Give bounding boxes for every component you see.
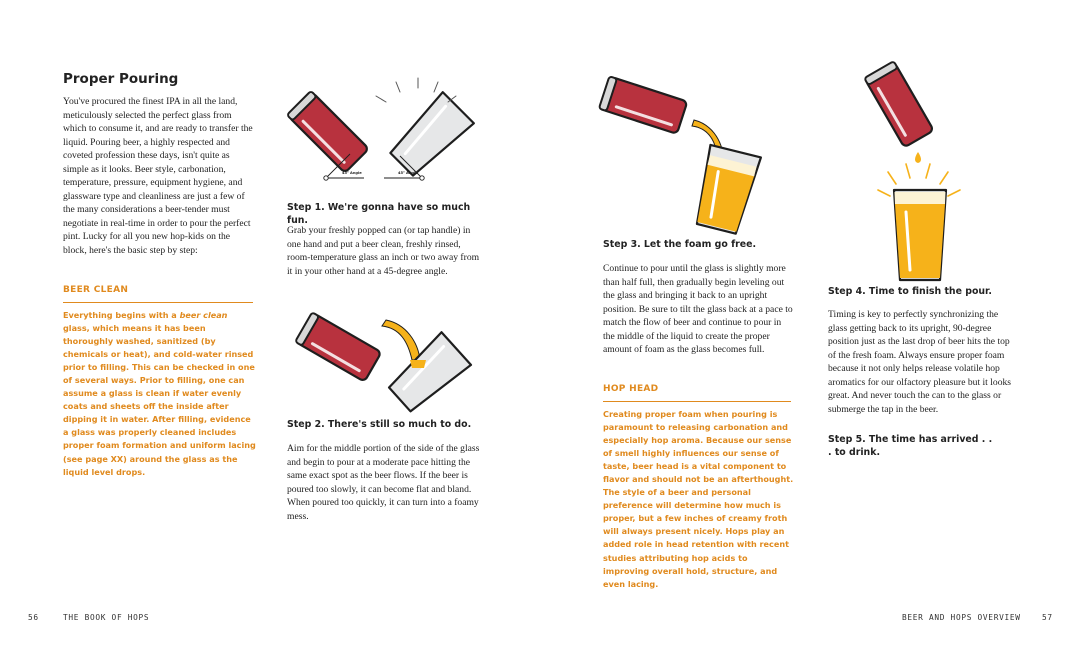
step3-heading: Step 3. Let the foam go free. <box>603 239 757 250</box>
step1-illustration <box>280 74 480 194</box>
angle-label-glass: 45° Angle <box>398 171 418 175</box>
beer-splash-icon <box>410 360 426 368</box>
step2-heading: Step 2. There's still so much to do. <box>287 419 472 430</box>
sidebar-rule <box>63 302 253 303</box>
can-icon <box>599 76 687 134</box>
step3-illustration <box>600 68 770 233</box>
beer-stream-icon <box>382 320 420 360</box>
page-number-right: 57 <box>1042 613 1053 622</box>
can-icon <box>287 91 369 173</box>
glass-icon <box>386 92 474 180</box>
step4-illustration <box>858 64 998 279</box>
glass-icon <box>894 190 946 280</box>
glass-icon <box>385 332 471 416</box>
intro-paragraph: You've procured the finest IPA in all the land, meticulously selected the perfect glass from which to consume it, and are ready to transfer the liquid. Pouring beer, a highly respected and coveted profession these days, isn't quite as simple as it looks. Beer style, carbonation, temperature, pressure, equipment hygiene, and glassware type and cleanliness are just a few of the many considerations a beer-tender must negotiate in real-time in order to pour the perfect pint. Lucky for all you new hop-kids on the block, here's the basic step by step: <box>63 96 253 257</box>
step1-heading: Step 1. We're gonna have so much fun. <box>287 202 471 226</box>
step4-heading: Step 4. Time to finish the pour. <box>828 286 992 297</box>
step2-body: Aim for the middle portion of the side of the glass and begin to pour at a moderate pace hitting the same exact spot as the beer flows. If the beer is poured too slowly, it can become flat and bland. When poured too quickly, it can turn into a foamy mess. <box>287 443 480 522</box>
sidebar-heading-beer-clean: BEER CLEAN <box>63 285 129 295</box>
step2-illustration <box>290 302 480 412</box>
step1-body: Grab your freshly popped can (or tap handle) in one hand and put a beer clean, freshly rinsed, room-temperature glass an inch or two away from it in your other hand at a 45-degree angle. <box>287 225 480 277</box>
beer-drop-icon <box>915 152 921 163</box>
step4-body: Timing is key to perfectly synchronizing the glass getting back to its upright, 90-degree position just as the last drop of beer hits the top of the fresh foam. Always ensure proper foam because it not only helps release volatile hop aromatics for our olfactory pleasure but it looks great. And never touch the can to the glass or submerge the tap in the beer. <box>828 309 1012 415</box>
page-title: Proper Pouring <box>63 71 179 87</box>
step3-body: Continue to pour until the glass is slightly more than half full, then gradually begin leveling out the glass and bringing it back to an upright position. Be sure to tilt the glass back at a pace to match the flow of beer and continue to pour in the middle of the liquid to create the proper amount of foam as the glass becomes full. <box>603 263 793 356</box>
angle-label-can: 45° Angle <box>342 171 362 175</box>
sidebar-body-hop-head: Creating proper foam when pouring is paramount to releasing carbonation and especially hop aroma. Because our sense of smell highly influences our sense of taste, beer head is a vital component to flavor and should not be an afterthought. The style of a beer and personal preference will determine how much is proper, but a few inches of creamy froth will always present nicely. Hops play an added role in head retention with recent studies attributing hop acids to improving overall hold, structure, and even lacing. <box>603 409 794 589</box>
glass-icon <box>691 145 761 235</box>
running-title-right: BEER AND HOPS OVERVIEW <box>902 613 1021 622</box>
can-icon <box>864 61 933 147</box>
step5-heading: Step 5. The time has arrived . . . to drink. <box>828 434 993 458</box>
sidebar-rule <box>603 401 791 402</box>
can-icon <box>295 312 381 381</box>
running-title-left: THE BOOK OF HOPS <box>63 613 150 622</box>
page-number-left: 56 <box>28 613 39 622</box>
sidebar-body-beer-clean: Everything begins with a beer clean glass, which means it has been thoroughly washed, sanitized (by chemicals or heat), and cold-water rinsed prior to filling. This can be checked in one of several ways. Prior to filling, one can assume a glass is clean if water evenly coats and sheets off the inside after dipping it in water. After filling, evidence a glass was properly cleaned includes proper foam formation and uniform lacing (see page XX) around the glass as the liquid level drops. <box>63 310 256 477</box>
sidebar-heading-hop-head: HOP HEAD <box>603 384 659 394</box>
